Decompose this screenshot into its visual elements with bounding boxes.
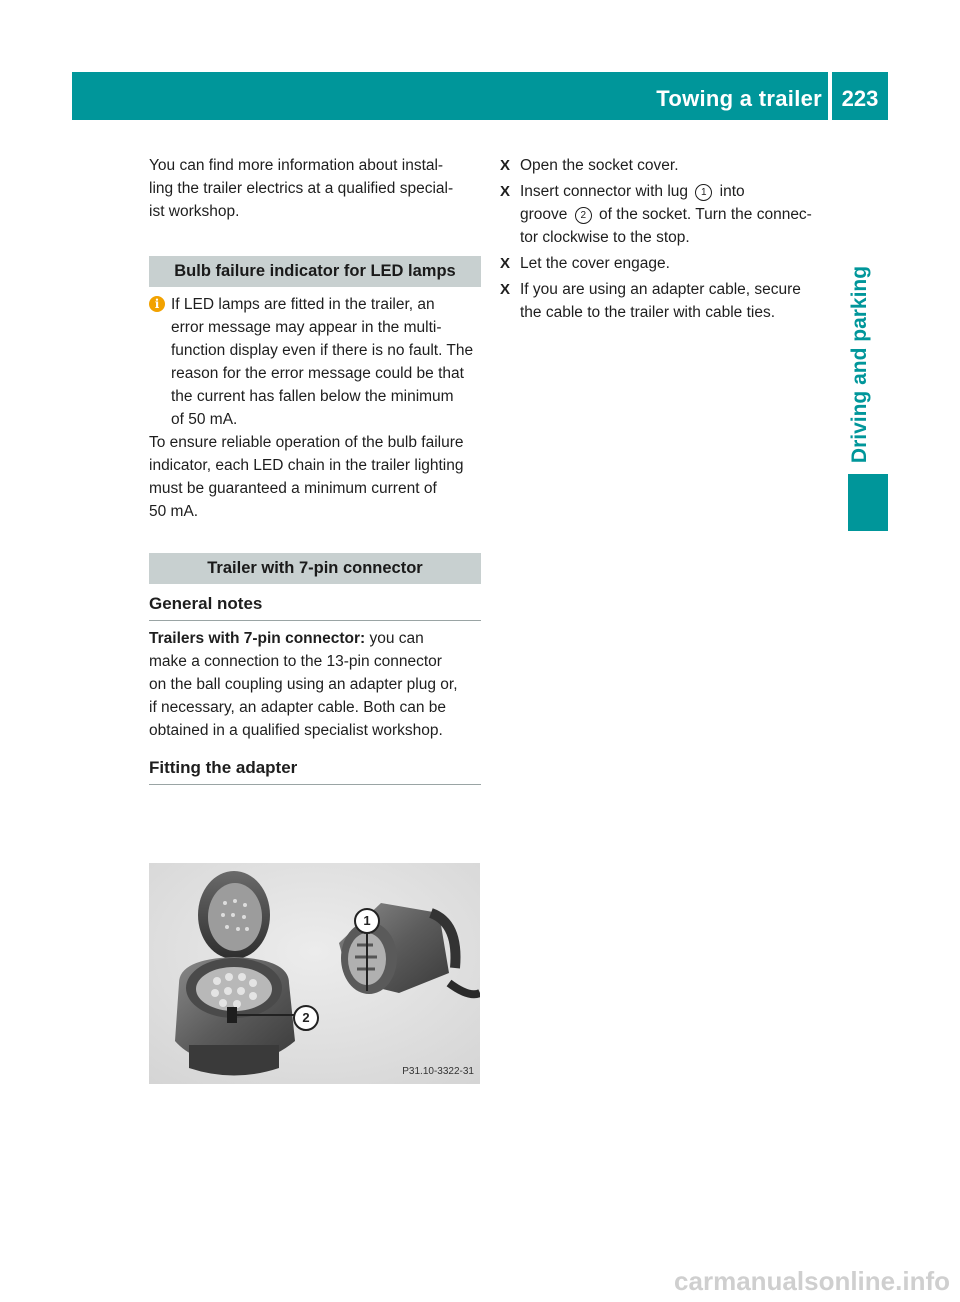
steps-list xyxy=(500,154,835,324)
text-line: 50 mA. xyxy=(149,503,199,520)
watermark: carmanualsonline.info xyxy=(674,1266,950,1296)
section-heading-bulb: Bulb failure indicator for LED lamps xyxy=(149,256,481,287)
callout-2: 2 xyxy=(293,1005,319,1031)
bold-lead: Trailers with 7-pin connector: xyxy=(149,630,366,647)
step-item xyxy=(500,252,835,275)
text-run: of the socket. Turn the connec- xyxy=(599,206,812,223)
step-text: the cable to the trailer with cable ties. xyxy=(520,304,776,321)
text-run: Insert connector with lug xyxy=(520,183,689,200)
bullet-marker-icon: X xyxy=(500,281,511,298)
text-line: if necessary, an adapter cable. Both can be xyxy=(149,699,446,716)
text-run: into xyxy=(719,183,745,200)
connector-illustration xyxy=(149,863,480,1084)
side-tab-label: Driving and parking xyxy=(848,265,872,464)
text-line: indicator, each LED chain in the trailer lighting xyxy=(149,457,464,474)
text-line: obtained in a qualified specialist workshop. xyxy=(149,722,443,739)
step-text xyxy=(520,180,835,203)
text-line: the current has fallen below the minimum xyxy=(171,388,454,405)
page-number: 223 xyxy=(841,86,879,111)
step-item xyxy=(500,154,835,177)
step-text: If you are using an adapter cable, secure xyxy=(520,281,801,298)
bullet-marker-icon: X xyxy=(500,255,511,272)
callout-1: 1 xyxy=(354,908,380,934)
connector-figure xyxy=(149,863,480,1084)
bulb-paragraph xyxy=(149,431,481,523)
step-text: Let the cover engage. xyxy=(520,255,670,272)
text-line: You can find more information about instal- xyxy=(149,157,444,174)
text-line: on the ball coupling using an adapter plug or, xyxy=(149,676,458,693)
step-text xyxy=(520,203,835,226)
text-line: If LED lamps are fitted in the trailer, an xyxy=(171,296,435,313)
step-item xyxy=(500,278,835,324)
text-run: you can xyxy=(365,630,424,647)
text-line: must be guaranteed a minimum current of xyxy=(149,480,437,497)
info-icon: i xyxy=(149,296,165,312)
figure-code: P31.10-3322-31 xyxy=(402,1066,474,1077)
text-line: make a connection to the 13-pin connector xyxy=(149,653,442,670)
step-item xyxy=(500,180,835,249)
step-text: Open the socket cover. xyxy=(520,157,679,174)
text-line: To ensure reliable operation of the bulb failure xyxy=(149,434,464,451)
text-run: groove xyxy=(520,206,568,223)
text-line: ist workshop. xyxy=(149,203,240,220)
side-tab-marker xyxy=(848,474,888,531)
bullet-marker-icon: X xyxy=(500,157,511,174)
info-note xyxy=(149,293,481,431)
text-line: function display even if there is no fault. The xyxy=(171,342,474,359)
trailers-paragraph xyxy=(149,627,481,742)
text-line: of 50 mA. xyxy=(171,411,238,428)
bullet-marker-icon: X xyxy=(500,183,511,200)
subheading-general-notes: General notes xyxy=(149,592,481,621)
intro-paragraph xyxy=(149,154,481,223)
text-line: ling the trailer electrics at a qualified special- xyxy=(149,180,454,197)
text-line: reason for the error message could be that xyxy=(171,365,464,382)
text-line xyxy=(149,627,481,650)
text-line: error message may appear in the multi- xyxy=(171,319,442,336)
subheading-fitting: Fitting the adapter xyxy=(149,756,481,785)
callout-ref-1: 1 xyxy=(695,184,712,201)
side-tab xyxy=(845,252,875,477)
callout-ref-2: 2 xyxy=(575,207,592,224)
step-text: tor clockwise to the stop. xyxy=(520,229,690,246)
chapter-title: Towing a trailer xyxy=(656,86,822,111)
section-heading-trailer: Trailer with 7-pin connector xyxy=(149,553,481,584)
